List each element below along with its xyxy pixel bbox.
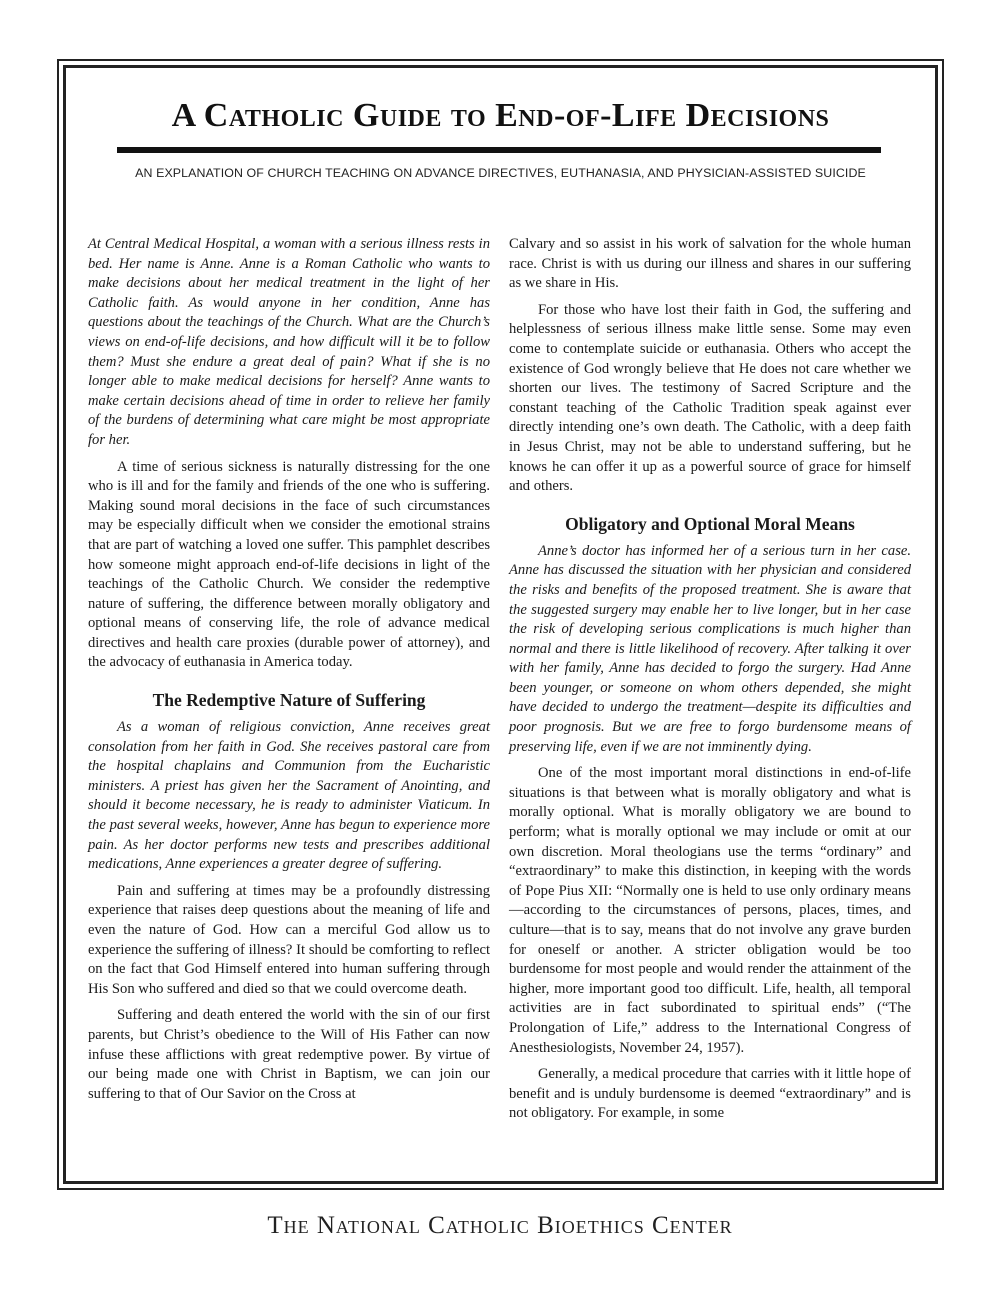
publisher-footer: The National Catholic Bioethics Center (267, 1212, 733, 1239)
intro-paragraph: At Central Medical Hospital, a woman with a serious illness rests in bed. Her name is Anne. Anne is a Roman Catholic who wants to make decisions about her medical treatment in the light of her Catholic faith. As would anyone in her condition, Anne has questions about the teachings of the Church. What are the Church’s views on end-of-life decisions, and how difficult will it be to follow them? Must she endure a great deal of pain? What if she is no longer able to make medical decisions for herself? Anne wants to make certain decisions ahead of time in order to relieve her family of the burdens of determining what care might be most appropriate for her. (88, 236, 490, 448)
left-column (88, 235, 490, 1111)
body-paragraph: For those who have lost their faith in God, the suffering and helplessness of serious illness make little sense. Some may even come to contemplate suicide or euthanasia. Others who accept the existence of God wrongly believe that He does not care whether we shorten our lives. The testimony of Sacred Scripture and the constant teaching of the Catholic Tradition speak against ever directly intending one’s own death. The Catholic, with a deep faith in Jesus Christ, may not be able to understand suffering, but he knows he can offer it up as a powerful source of grace for himself and others. (509, 301, 911, 495)
section-heading-suffering: The Redemptive Nature of Suffering (152, 690, 426, 711)
body-paragraph: Pain and suffering at times may be a profoundly distressing experience that raises deep questions about the meaning of life and even the nature of God. How can a merciful God allow us to experience the suffering of illness? It should be comforting to reflect on the fact that God Himself entered into human suffering through His Son who suffered and died so that we could overcome death. (88, 882, 490, 997)
story-paragraph: Anne’s doctor has informed her of a serious turn in her case. Anne has discussed the situation with her physician and considered the risks and benefits of the proposed treatment. She is aware that the suggested surgery may enable her to live longer, but in her case the risk of developing serious complications is much higher than normal and there is little likelihood of recovery. After talking it over with her family, Anne has decided to forgo the surgery. Had Anne been younger, or someone on whom others depended, she might have decided to undergo the treatment—despite its difficulties and poor prognosis. But we are free to forgo burdensome means of preserving life, even if we are not imminently dying. (509, 542, 911, 755)
section-heading-moral-means: Obligatory and Optional Moral Means (565, 513, 855, 534)
body-paragraph: A time of serious sickness is naturally distressing for the one who is ill and for the family and friends of the one who is suffering. Making sound moral decisions in the face of such circumstances may be especially difficult when we consider the emotional strains that are part of watching a loved one suffer. This pamphlet describes how someone might approach end-of-life decisions in light of the teachings of the Catholic Church. We consider the redemptive nature of suffering, the difference between morally obligatory and optional means of conserving life, the role of advance medical directives and health care proxies (durable power of attorney), and the advocacy of euthanasia in America today. (88, 458, 490, 671)
right-column (509, 235, 911, 1131)
title-rule (117, 147, 881, 153)
document-title: A Catholic Guide to End-of-Life Decisions (171, 97, 830, 134)
story-paragraph: As a woman of religious conviction, Anne receives great consolation from her faith in God. She receives pastoral care from the hospital chaplains and Communion from the Eucharistic ministers. A priest has given her the Sacrament of Anointing, and should it become necessary, he is ready to administer Viaticum. In the past several weeks, however, Anne has begun to experience more pain. As her doctor performs new tests and prescribes additional medications, Anne experiences a greater degree of suffering. (88, 719, 490, 873)
body-paragraph: Suffering and death entered the world with the sin of our first parents, but Christ’s obedience to the Will of His Father can now infuse these afflictions with great redemptive power. By virtue of our being made one with Christ in Baptism, we can join our suffering to that of Our Savior on the Cross at (88, 1007, 490, 1102)
document-subtitle: AN EXPLANATION OF CHURCH TEACHING ON ADVANCE DIRECTIVES, EUTHANASIA, AND PHYSICIAN-ASSISTED SUICIDE (135, 166, 866, 180)
body-paragraph: Calvary and so assist in his work of salvation for the whole human race. Christ is with us during our illness and shares in our suffering as we share in His. (509, 236, 911, 292)
body-paragraph: Generally, a medical procedure that carries with it little hope of benefit and is unduly burdensome is deemed “extraordinary” and is not obligatory. For example, in some (509, 1066, 911, 1122)
body-paragraph: One of the most important moral distinctions in end-of-life situations is that between what is morally obligatory and what is morally optional. What is morally obligatory we are bound to perform; what is morally optional we may include or omit at our own discretion. Moral theologians use the terms “ordinary” and “extraordinary” to make this distinction, in keeping with the words of Pope Pius XII: “Normally one is held to use only ordinary means—according to the circumstances of persons, places, times, and culture—that is to say, means that do not involve any grave burden for oneself or another. A stricter obligation would be too burdensome for most people and would render the attainment of the higher, more important good too difficult. Life, health, all temporal activities are in fact subordinated to spiritual ends” (“The Prolongation of Life,” address to the International Congress of Anesthesiologists, November 24, 1957). (509, 765, 911, 1056)
